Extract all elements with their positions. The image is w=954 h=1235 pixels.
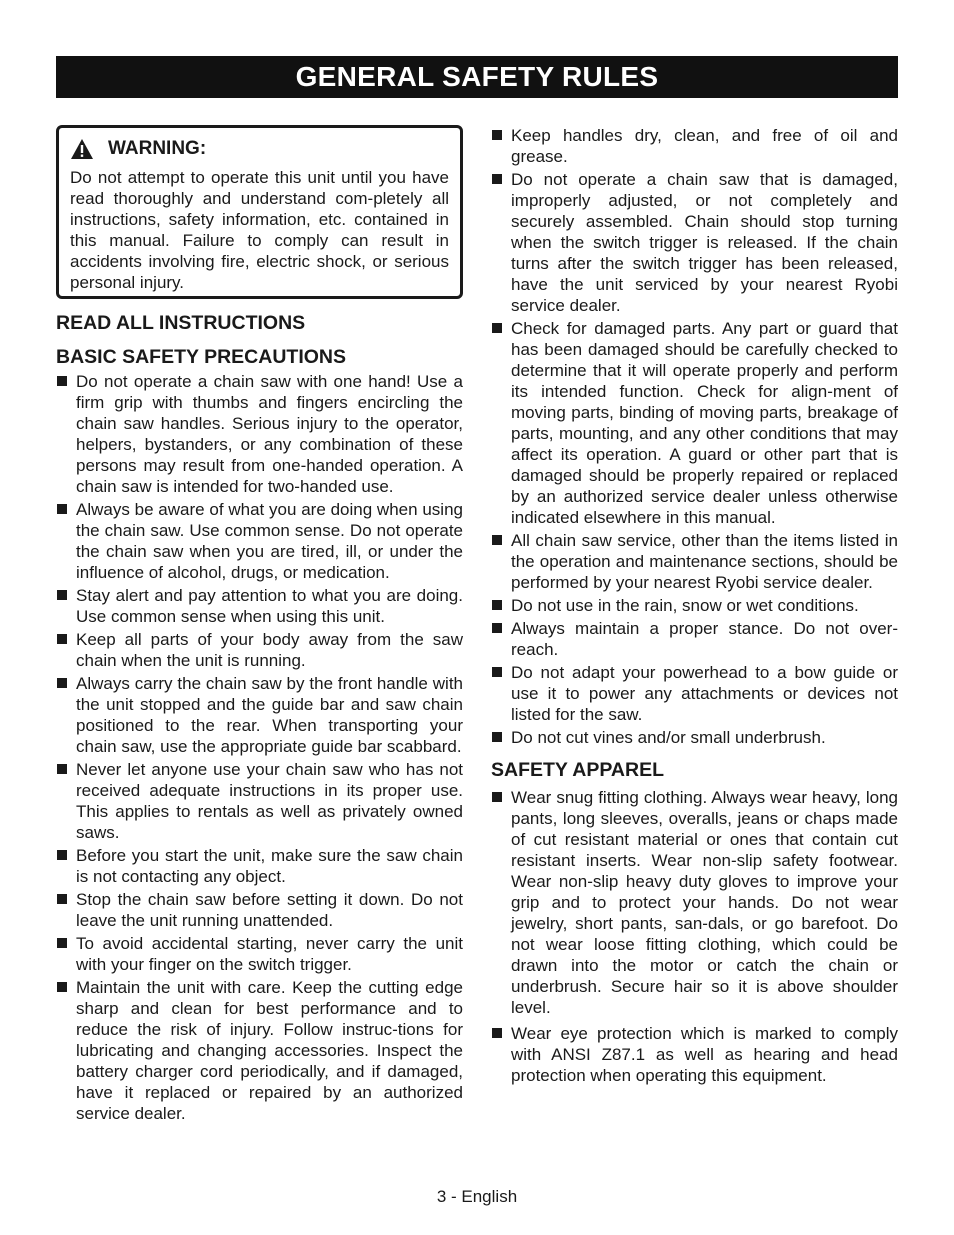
square-bullet-icon [57, 938, 67, 948]
square-bullet-icon [57, 850, 67, 860]
heading-read-all-instructions: READ ALL INSTRUCTIONS [56, 312, 306, 334]
warning-triangle-icon [70, 138, 94, 160]
right-column [491, 125, 898, 1091]
list-item [491, 318, 898, 528]
list-item-text: Always maintain a proper stance. Do not over-reach. [511, 619, 898, 659]
list-item [56, 585, 463, 627]
list-item-text: Keep all parts of your body away from the saw chain when the unit is running. [76, 630, 463, 670]
list-item-text: Stay alert and pay attention to what you are doing. Use common sense when using this unit. [76, 586, 463, 626]
page-title: GENERAL SAFETY RULES [295, 61, 659, 92]
list-item [56, 629, 463, 671]
list-item-text: Stop the chain saw before setting it down. Do not leave the unit running unattended. [76, 890, 463, 930]
list-item [491, 618, 898, 660]
heading-safety-apparel: SAFETY APPAREL [491, 759, 664, 781]
list-item [491, 662, 898, 725]
warning-header [70, 138, 449, 160]
list-item-text: Do not use in the rain, snow or wet conditions. [511, 596, 859, 615]
square-bullet-icon [57, 894, 67, 904]
list-item [56, 673, 463, 757]
list-item-text: Do not operate a chain saw with one hand! Use a firm grip with thumbs and fingers encircling the chain saw handles. Serious injury to the operator, helpers, bystanders, or any combination of these persons may result from one-handed operation. A chain saw is intended for two-handed use. [76, 372, 463, 496]
list-item [56, 933, 463, 975]
list-item-text: Always carry the chain saw by the front handle with the unit stopped and the guide bar and saw chain positioned to the rear. When transporting your chain saw, use the appropriate guide bar scabbard. [76, 674, 463, 756]
square-bullet-icon [492, 1028, 502, 1038]
list-item-text: Wear snug fitting clothing. Always wear heavy, long pants, long sleeves, overalls, jeans or chaps made of cut resistant material or ones that contain cut resistant inserts. Wear non-slip safety footwear. Wear non-slip heavy duty gloves to improve your grip and to protect your hands. Do not wear jewelry, short pants, san-dals, or go barefoot. Do not wear loose fitting clothing, which could be drawn into the motor or catch the chain or underbrush. Secure hair so it is above shoulder level. [511, 788, 898, 1017]
list-item [491, 530, 898, 593]
square-bullet-icon [57, 678, 67, 688]
list-item [56, 889, 463, 931]
list-item-text: Do not operate a chain saw that is damaged, improperly adjusted, or not completely and securely assembled. Chain should stop turning when the switch trigger is released. If the chain turns after the switch trigger has been released, have the unit serviced by your nearest Ryobi service dealer. [511, 170, 898, 315]
square-bullet-icon [492, 600, 502, 610]
list-item-text: Do not cut vines and/or small underbrush. [511, 728, 826, 747]
list-item-text: Never let anyone use your chain saw who has not received adequate instructions in its proper use. This applies to rentals as well as privately owned saws. [76, 760, 463, 842]
warning-text: Do not attempt to operate this unit until you have read thoroughly and understand com-pletely all instructions, safety information, etc. contained in this manual. Failure to comply can result in accidents involving fire, electric shock, or serious personal injury. [70, 168, 449, 292]
square-bullet-icon [57, 634, 67, 644]
square-bullet-icon [492, 535, 502, 545]
list-item [491, 595, 898, 616]
list-item [56, 845, 463, 887]
list-item-text: Check for damaged parts. Any part or guard that has been damaged should be carefully checked to determine that it will operate properly and perform its intended function. Check for align-ment of moving parts, binding of moving parts, breakage of parts, mounting, and any other conditions that may affect its operation. A guard or other part that is damaged should be properly repaired or replaced by an authorized service dealer unless otherwise indicated elsewhere in this manual. [511, 319, 898, 527]
square-bullet-icon [492, 792, 502, 802]
list-item [491, 787, 898, 1018]
square-bullet-icon [492, 623, 502, 633]
list-item-text: Keep handles dry, clean, and free of oil and grease. [511, 126, 898, 166]
list-item-text: To avoid accidental starting, never carry the unit with your finger on the switch trigger. [76, 934, 463, 974]
list-item [56, 759, 463, 843]
safety-apparel-list [491, 787, 898, 1086]
square-bullet-icon [492, 323, 502, 333]
list-item-text: All chain saw service, other than the items listed in the operation and maintenance sections, should be performed by your nearest Ryobi service dealer. [511, 531, 898, 592]
left-column [56, 125, 463, 1126]
precautions-list-continued [491, 125, 898, 748]
page-footer [0, 1187, 954, 1207]
square-bullet-icon [57, 590, 67, 600]
page-number: 3 - English [436, 1187, 518, 1206]
page-title-bar [56, 56, 898, 98]
square-bullet-icon [57, 764, 67, 774]
square-bullet-icon [492, 667, 502, 677]
list-item-text: Do not adapt your powerhead to a bow guide or use it to power any attachments or devices not listed for the saw. [511, 663, 898, 724]
list-item-text: Wear eye protection which is marked to comply with ANSI Z87.1 as well as hearing and head protection when operating this equipment. [511, 1024, 898, 1085]
heading-basic-safety-precautions: BASIC SAFETY PRECAUTIONS [56, 346, 347, 368]
list-item [491, 1023, 898, 1086]
list-item-text: Maintain the unit with care. Keep the cutting edge sharp and clean for best performance and to reduce the risk of injury. Follow instruc-tions for lubricating and changing accessories. Inspect the battery charger cord periodically, and if damaged, have it replaced or repaired by an authorized service dealer. [76, 978, 463, 1123]
square-bullet-icon [492, 174, 502, 184]
list-item [491, 727, 898, 748]
square-bullet-icon [57, 982, 67, 992]
list-item [491, 169, 898, 316]
square-bullet-icon [57, 376, 67, 386]
list-item [56, 499, 463, 583]
list-item [491, 125, 898, 167]
list-item [56, 371, 463, 497]
square-bullet-icon [492, 130, 502, 140]
list-item [56, 977, 463, 1124]
warning-label: WARNING: [108, 138, 207, 159]
square-bullet-icon [492, 732, 502, 742]
basic-precautions-list [56, 371, 463, 1124]
list-item-text: Always be aware of what you are doing when using the chain saw. Use common sense. Do not operate the chain saw when you are tired, ill, or under the influence of alcohol, drugs, or medication. [76, 500, 463, 582]
list-item-text: Before you start the unit, make sure the saw chain is not contacting any object. [76, 846, 463, 886]
square-bullet-icon [57, 504, 67, 514]
warning-box [56, 125, 463, 299]
